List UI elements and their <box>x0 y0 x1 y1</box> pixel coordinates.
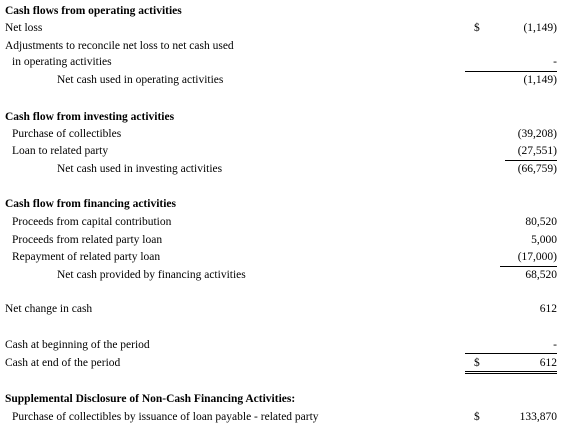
purchase-of-collectibles-value: (39,208) <box>517 128 557 140</box>
capital-contribution-value: 80,520 <box>525 216 557 228</box>
investing-total-value: (66,759) <box>517 163 557 175</box>
investing-heading-row <box>0 109 565 125</box>
financing-item-row <box>0 232 565 248</box>
financing-item-row <box>0 249 565 265</box>
supplemental-dollar-sign: $ <box>474 411 480 423</box>
related-party-loan-proceeds-value: 5,000 <box>531 234 557 246</box>
adjustments-label-line1: Adjustments to reconcile net loss to net cash used <box>5 40 234 52</box>
adjustments-row-1 <box>0 38 565 54</box>
operating-total-row <box>0 72 565 88</box>
investing-item-row <box>0 143 565 159</box>
cash-begin-rule <box>465 353 557 354</box>
net-loss-row <box>0 20 565 36</box>
cash-end-double-rule-bottom <box>465 373 557 374</box>
related-party-loan-repayment-label: Repayment of related party loan <box>12 251 161 263</box>
supplemental-heading-row <box>0 391 565 407</box>
investing-total-label: Net cash used in investing activities <box>57 163 223 175</box>
cash-begin-row <box>0 337 565 353</box>
cash-end-label: Cash at end of the period <box>5 357 121 369</box>
investing-heading: Cash flow from investing activities <box>5 111 175 123</box>
supplemental-heading: Supplemental Disclosure of Non-Cash Financing Activities: <box>5 393 296 405</box>
operating-total-label: Net cash used in operating activities <box>57 74 224 86</box>
cash-begin-label: Cash at beginning of the period <box>5 339 150 351</box>
cash-end-row <box>0 355 565 371</box>
operating-total-value: (1,149) <box>523 74 557 86</box>
financing-total-value: 68,520 <box>525 269 557 281</box>
net-loss-value: (1,149) <box>523 22 557 34</box>
operating-heading: Cash flows from operating activities <box>5 5 182 17</box>
net-loss-label: Net loss <box>5 22 43 34</box>
adjustments-row-2 <box>0 54 565 70</box>
loan-to-related-party-value: (27,551) <box>517 145 557 157</box>
financing-heading: Cash flow from financing activities <box>5 198 177 210</box>
cash-end-dollar-sign: $ <box>474 357 480 369</box>
financing-total-label: Net cash provided by financing activities <box>57 269 246 281</box>
adjustments-value: - <box>553 56 557 68</box>
financing-item-row <box>0 214 565 230</box>
adjustments-label-line2: in operating activities <box>12 56 112 68</box>
related-party-loan-proceeds-label: Proceeds from related party loan <box>12 234 163 246</box>
supplemental-item-row <box>0 409 565 425</box>
financing-heading-row <box>0 196 565 212</box>
supplemental-item-label: Purchase of collectibles by issuance of loan payable - related party <box>12 411 319 423</box>
capital-contribution-label: Proceeds from capital contribution <box>12 216 172 228</box>
supplemental-item-value: 133,870 <box>519 411 557 423</box>
cash-end-value: 612 <box>539 357 557 369</box>
related-party-loan-repayment-value: (17,000) <box>517 251 557 263</box>
net-change-value: 612 <box>539 303 557 315</box>
cash-end-double-rule-top <box>465 371 557 372</box>
purchase-of-collectibles-label: Purchase of collectibles <box>12 128 122 140</box>
net-change-row <box>0 301 565 317</box>
net-loss-dollar-sign: $ <box>474 22 480 34</box>
cash-begin-value: - <box>553 339 557 351</box>
investing-total-row <box>0 161 565 177</box>
operating-heading-row <box>0 3 565 19</box>
financing-total-row <box>0 267 565 283</box>
net-change-label: Net change in cash <box>5 303 93 315</box>
investing-item-row <box>0 126 565 142</box>
loan-to-related-party-label: Loan to related party <box>12 145 109 157</box>
